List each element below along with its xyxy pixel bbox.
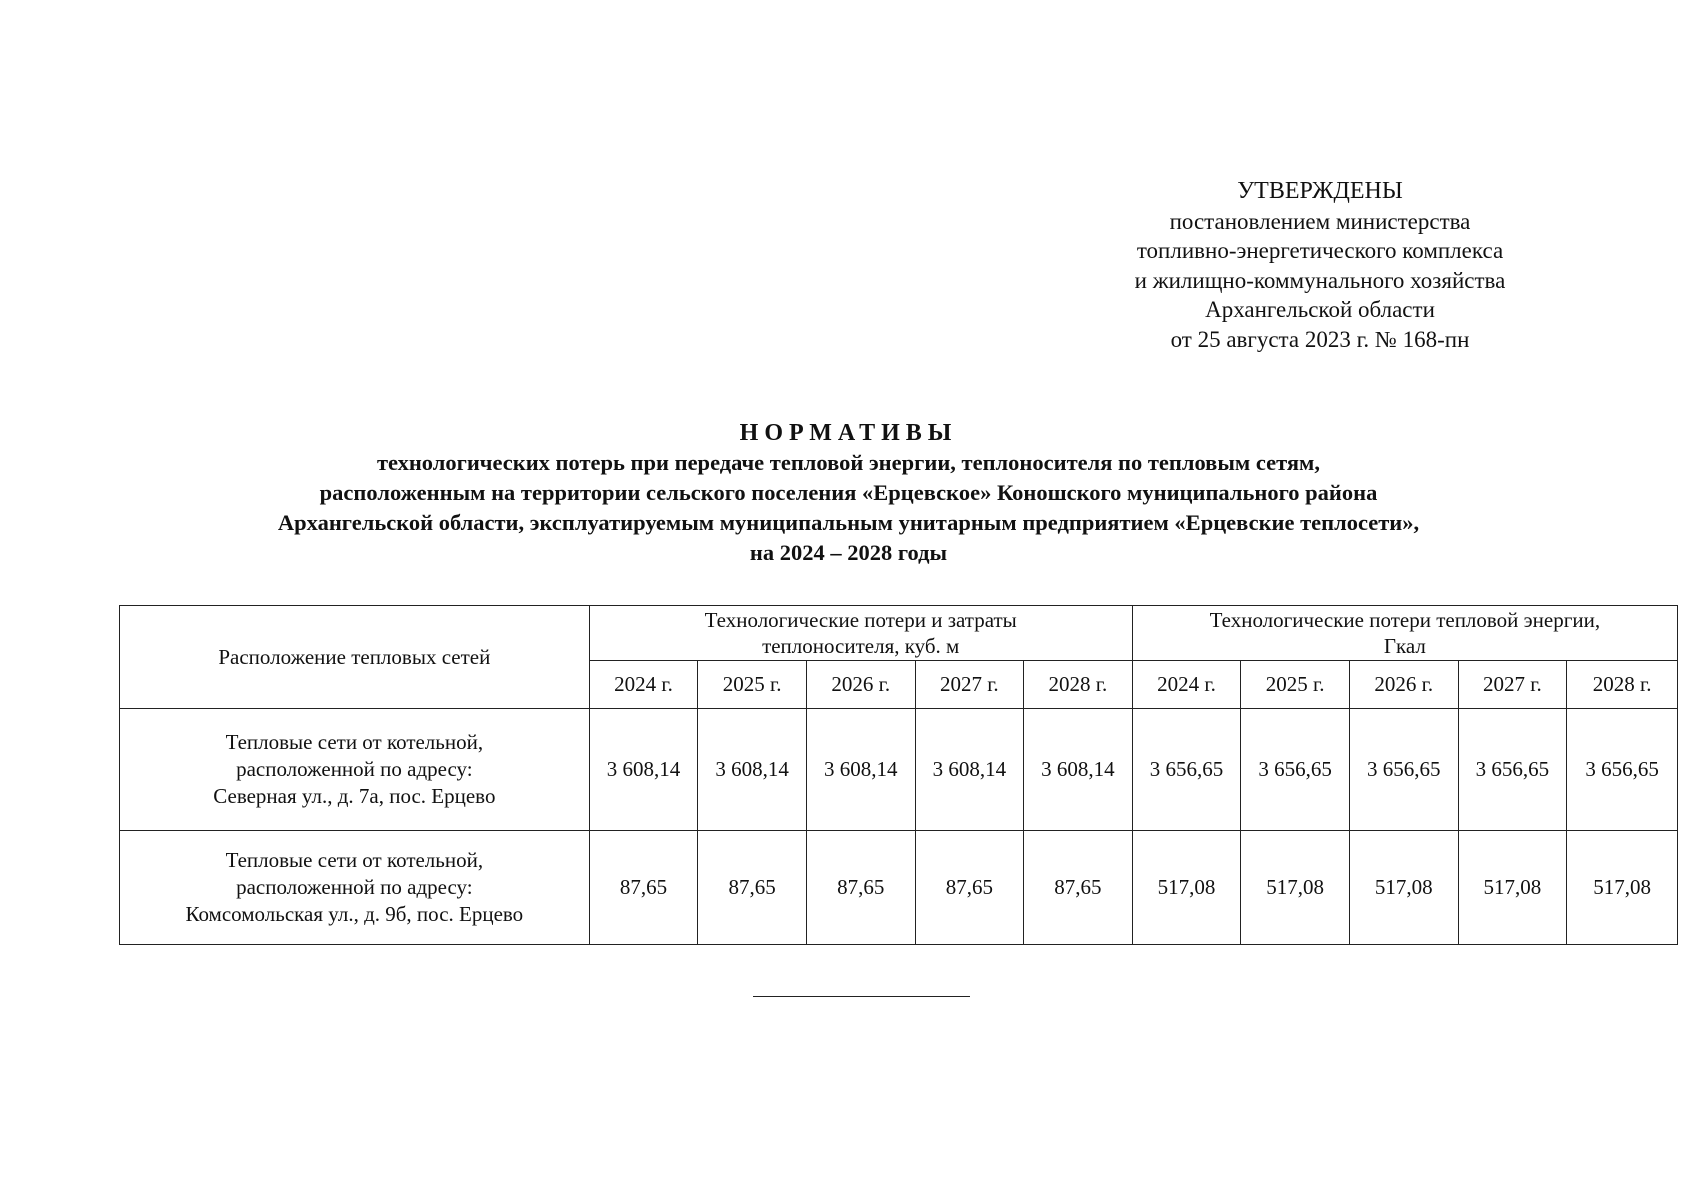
energy-value-cell: 3 656,65 [1458, 709, 1567, 831]
energy-value-cell: 3 656,65 [1132, 709, 1241, 831]
approval-line: топливно-энергетического комплекса [1136, 238, 1504, 263]
coolant-value-cell: 87,65 [806, 831, 915, 945]
year-header: 2024 г. [1132, 661, 1241, 709]
title-line: Архангельской области, эксплуатируемым муниципальным унитарным предприятием «Ерцевские теплосети», [277, 510, 1420, 535]
approval-line: постановлением министерства [1169, 208, 1471, 234]
coolant-value-cell: 87,65 [698, 831, 807, 945]
energy-header-line: Технологические потери тепловой энергии, [1209, 608, 1601, 632]
title-line: расположенным на территории сельского поселения «Ерцевское» Коношского муниципального района [319, 480, 1378, 505]
location-line: Северная ул., д. 7а, пос. Ерцево [213, 784, 496, 808]
location-header: Расположение тепловых сетей [120, 606, 590, 709]
energy-value-cell: 517,08 [1567, 831, 1678, 945]
year-header: 2025 г. [1241, 661, 1350, 709]
energy-value-cell: 517,08 [1132, 831, 1241, 945]
location-line: расположенной по адресу: [236, 875, 473, 899]
coolant-value-cell: 87,65 [1024, 831, 1133, 945]
approval-line: Архангельской области [1205, 297, 1435, 322]
table-row [120, 831, 1678, 945]
location-line: Тепловые сети от котельной, [225, 848, 484, 872]
approval-line: и жилищно-коммунального хозяйства [1134, 267, 1506, 293]
energy-value-cell: 517,08 [1458, 831, 1567, 945]
coolant-header-line: теплоносителя, куб. м [762, 634, 960, 658]
energy-value-cell: 517,08 [1241, 831, 1350, 945]
coolant-value-cell: 3 608,14 [806, 709, 915, 831]
approval-stamp [1080, 177, 1560, 354]
energy-value-cell: 3 656,65 [1349, 709, 1458, 831]
approval-line: от 25 августа 2023 г. № 168-пн [1170, 326, 1470, 352]
document-title [120, 418, 1577, 568]
coolant-value-cell: 3 608,14 [1024, 709, 1133, 831]
title-line: на 2024 – 2028 годы [749, 540, 948, 565]
coolant-value-cell: 3 608,14 [698, 709, 807, 831]
year-header: 2027 г. [1458, 661, 1567, 709]
year-header: 2028 г. [1567, 661, 1678, 709]
location-line: Комсомольская ул., д. 9б, пос. Ерцево [185, 902, 524, 926]
closing-rule [753, 996, 970, 997]
header-row-groups [120, 606, 1678, 661]
energy-header-line: Гкал [1383, 634, 1426, 658]
coolant-header-line: Технологические потери и затраты [704, 608, 1017, 632]
coolant-value-cell: 3 608,14 [915, 709, 1024, 831]
location-cell [120, 709, 590, 831]
energy-group-header [1132, 606, 1677, 661]
year-header: 2025 г. [698, 661, 807, 709]
location-cell [120, 831, 590, 945]
energy-value-cell: 517,08 [1349, 831, 1458, 945]
year-header: 2026 г. [1349, 661, 1458, 709]
year-header: 2027 г. [915, 661, 1024, 709]
coolant-group-header [589, 606, 1132, 661]
coolant-value-cell: 87,65 [589, 831, 698, 945]
coolant-value-cell: 87,65 [915, 831, 1024, 945]
year-header: 2026 г. [806, 661, 915, 709]
norms-table [119, 605, 1678, 945]
energy-value-cell: 3 656,65 [1567, 709, 1678, 831]
title-heading: НОРМАТИВЫ [739, 420, 958, 446]
coolant-value-cell: 3 608,14 [589, 709, 698, 831]
title-line: технологических потерь при передаче тепловой энергии, теплоносителя по тепловым сетям, [377, 450, 1320, 475]
location-line: Тепловые сети от котельной, [225, 730, 484, 754]
energy-value-cell: 3 656,65 [1241, 709, 1350, 831]
year-header: 2024 г. [589, 661, 698, 709]
year-header: 2028 г. [1024, 661, 1133, 709]
table-row [120, 709, 1678, 831]
approval-heading: УТВЕРЖДЕНЫ [1237, 178, 1403, 204]
location-line: расположенной по адресу: [236, 757, 473, 781]
